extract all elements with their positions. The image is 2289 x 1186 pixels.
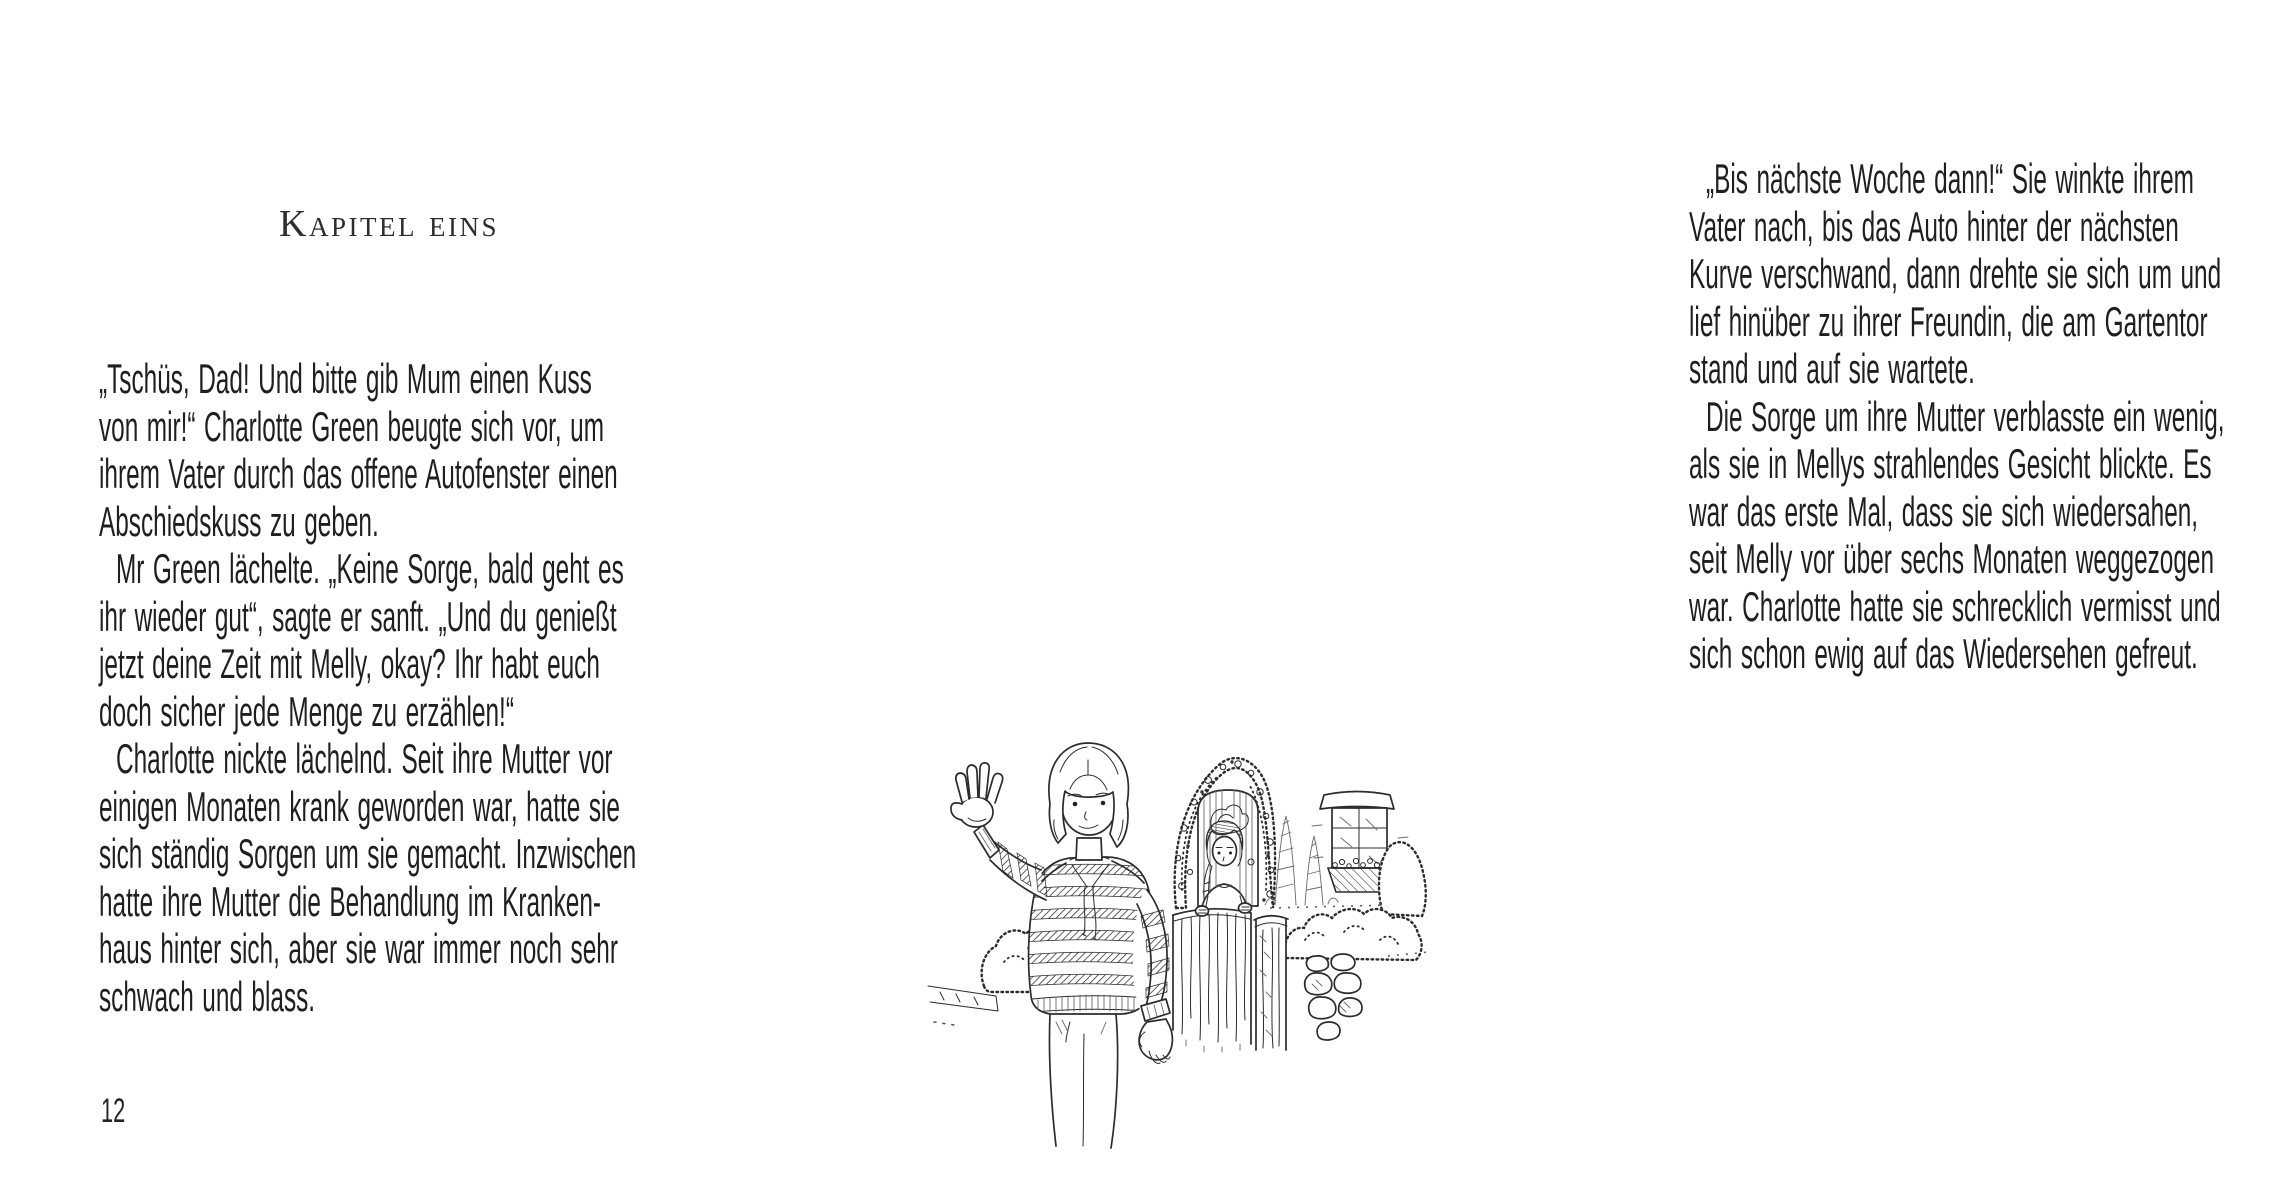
text-line: lief hinüber zu ihrer Freundin, die am Gartentor: [1689, 297, 2208, 345]
text-line: jetzt deine Zeit mit Melly, okay? Ihr habt euch: [99, 640, 600, 687]
text-line: Vater nach, bis das Auto hinter der nächsten: [1689, 202, 2179, 250]
text-line: war. Charlotte hatte sie schrecklich vermisst und: [1689, 582, 2221, 630]
text-line: ihrem Vater durch das offene Autofenster einen: [99, 450, 618, 497]
text-line: doch sicher jede Menge zu erzählen!“: [99, 687, 514, 735]
text-line: sich schon ewig auf das Wiedersehen gefreut.: [1689, 630, 2198, 677]
charlotte-girl: [951, 743, 1172, 1148]
left-page: [0, 0, 800, 1186]
text-line: von mir!“ Charlotte Green beugte sich vor, um: [99, 402, 605, 450]
text-line: „Bis nächste Woche dann!“ Sie winkte ihrem: [1706, 155, 2194, 202]
text-line: seit Melly vor über sechs Monaten weggezogen: [1689, 535, 2214, 582]
text-line: ihr wieder gut“, sagte er sanft. „Und du genießt: [99, 592, 617, 640]
text-line: haus hinter sich, aber sie war immer noch sehr: [99, 925, 618, 972]
ground-dots: [1270, 905, 1392, 908]
waving-arm: [974, 825, 1047, 900]
chapter-illustration: [920, 700, 1440, 1150]
left-text-column: [99, 355, 699, 1020]
gate-post: [1254, 916, 1288, 1050]
hanging-arm: [1133, 890, 1170, 1021]
conifer-trees: [1265, 816, 1338, 905]
wooden-gate: [1173, 909, 1251, 1052]
text-line: Mr Green lächelte. „Keine Sorge, bald geht es: [116, 545, 624, 592]
text-line: „Tschüs, Dad! Und bitte gib Mum einen Kuss: [99, 355, 592, 402]
text-line: einigen Monaten krank geworden war, hatte sie: [99, 782, 620, 830]
text-line: schwach und blass.: [99, 972, 316, 1020]
stone-wall: [1305, 954, 1362, 1040]
pants: [1049, 1014, 1117, 1148]
waving-hand: [951, 763, 1003, 827]
text-line: Kurve verschwand, dann drehte sie sich um und: [1689, 250, 2222, 297]
text-line: als sie in Mellys strahlendes Gesicht blickte. Es: [1689, 440, 2212, 487]
text-line: stand und auf sie wartete.: [1689, 345, 1975, 392]
chapter-heading: Kapitel eins: [279, 203, 499, 245]
right-text-column: [1689, 155, 2289, 678]
hanging-hand: [1139, 1019, 1172, 1063]
text-line: Charlotte nickte lächelnd. Seit ihre Mutter vor: [116, 735, 613, 782]
text-line: Die Sorge um ihre Mutter verblasste ein wenig,: [1706, 392, 2225, 440]
text-line: war das erste Mal, dass sie sich wiedersahen,: [1689, 487, 2199, 535]
text-line: sich ständig Sorgen um sie gemacht. Inzwischen: [99, 830, 637, 877]
page-number: 12: [101, 1092, 126, 1130]
cuff: [974, 825, 999, 858]
text-line: hatte ihre Mutter die Behandlung im Kranken-: [99, 877, 601, 925]
text-line: Abschiedskuss zu geben.: [99, 497, 379, 545]
